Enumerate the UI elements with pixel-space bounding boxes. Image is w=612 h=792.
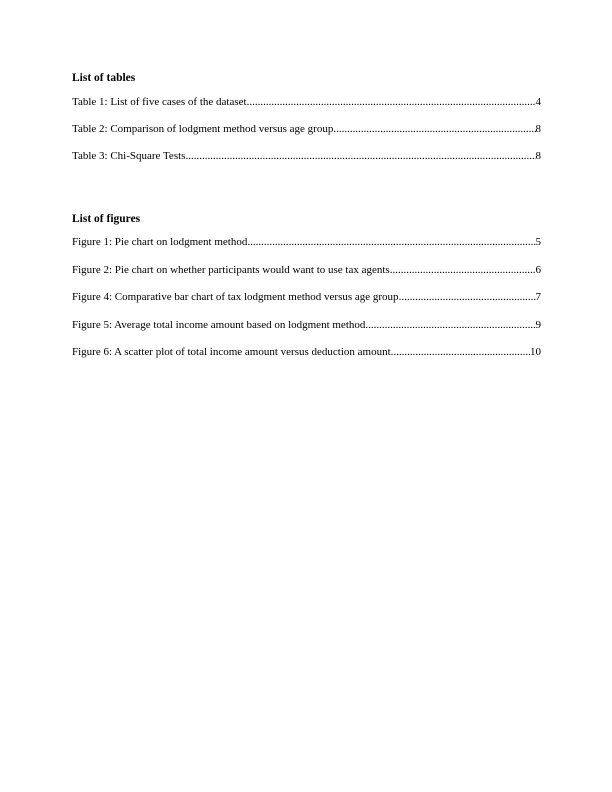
dot-leader [185,150,535,163]
toc-entry-figure-4[interactable] [72,291,541,304]
dot-leader [333,123,535,136]
dot-leader [247,236,535,249]
toc-entry-page-number: 8 [535,150,541,162]
toc-entry-title: Figure 2: Pie chart on whether participants would want to use tax agents [72,264,390,276]
toc-entry-figure-5[interactable] [72,319,541,332]
toc-entry-table-2[interactable] [72,123,541,136]
toc-entry-title: Figure 6: A scatter plot of total income amount versus deduction amount [72,346,391,358]
toc-entry-title: Table 3: Chi-Square Tests [72,150,186,162]
dot-leader [365,319,535,332]
toc-entry-title: Figure 4: Comparative bar chart of tax lodgment method versus age group [72,291,399,303]
toc-entry-title: Table 1: List of five cases of the dataset [72,96,247,108]
dot-leader [391,346,530,359]
dot-leader [399,291,536,304]
toc-entry-page-number: 10 [530,346,541,358]
toc-entry-figure-6[interactable] [72,346,541,359]
toc-entry-figure-1[interactable] [72,236,541,249]
dot-leader [247,96,536,109]
toc-entry-page-number: 5 [535,236,541,248]
toc-entry-page-number: 6 [535,264,541,276]
list-of-tables-heading: List of tables [72,72,136,84]
toc-entry-title: Table 2: Comparison of lodgment method versus age group [72,123,334,135]
toc-entry-page-number: 4 [535,96,541,108]
toc-entry-page-number: 7 [535,291,541,303]
toc-entry-table-3[interactable] [72,150,541,163]
list-of-figures-heading: List of figures [72,213,141,225]
toc-entry-page-number: 8 [535,123,541,135]
toc-entry-figure-2[interactable] [72,264,541,277]
toc-entry-page-number: 9 [535,319,541,331]
toc-entry-table-1[interactable] [72,96,541,109]
dot-leader [390,264,536,277]
toc-entry-title: Figure 1: Pie chart on lodgment method [72,236,248,248]
toc-entry-title: Figure 5: Average total income amount based on lodgment method [72,319,366,331]
